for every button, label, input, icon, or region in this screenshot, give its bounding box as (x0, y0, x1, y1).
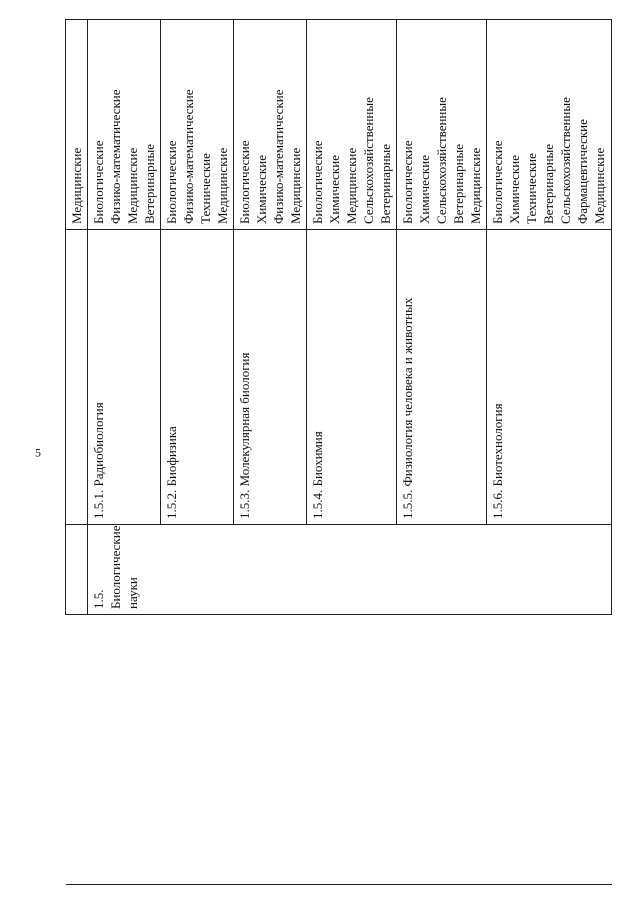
empty-cell (397, 615, 487, 885)
branch-item: Химические (507, 155, 522, 224)
branch-item: Ветеринарные (451, 143, 466, 224)
branch-item: Биологические (237, 140, 252, 224)
branch-item: Сельскохозяйственные (361, 97, 376, 224)
branch-item: Сельскохозяйственные (434, 97, 449, 224)
branch-item: Медицинские (215, 147, 230, 224)
branches-cell (234, 20, 307, 230)
continuation-cell: Медицинские (66, 20, 88, 230)
group-title-cell: 1.5. Биологические науки (88, 525, 612, 615)
empty-cell (88, 615, 161, 885)
branch-item: Химические (254, 155, 269, 224)
branch-item: Ветеринарные (142, 143, 157, 224)
empty-cell (234, 615, 307, 885)
branch-item: Медицинские (468, 147, 483, 224)
table-row (66, 20, 88, 885)
specialties-table (65, 19, 612, 885)
table-row (307, 20, 397, 885)
branch-item: Физико-математические (271, 89, 286, 224)
branch-item: Ветеринарные (541, 143, 556, 224)
specialty-code-cell: 1.5.6. Биотехнология (487, 230, 612, 525)
branches-cell (161, 20, 234, 230)
specialty-code-cell: 1.5.2. Биофизика (161, 230, 234, 525)
table-row (397, 20, 487, 885)
specialty-code-cell: 1.5.4. Биохимия (307, 230, 397, 525)
table-row (234, 20, 307, 885)
empty-cell (161, 615, 234, 885)
table-row (161, 20, 234, 885)
specialty-code-cell: 1.5.3. Молекулярная биология (234, 230, 307, 525)
specialty-code-cell: 1.5.1. Радиобиология (88, 230, 161, 525)
table-row (88, 20, 161, 885)
table-container (65, 20, 607, 885)
branches-cell (307, 20, 397, 230)
branch-item: Биологические (400, 140, 415, 224)
branch-item: Химические (417, 155, 432, 224)
table-row (487, 20, 612, 885)
specialty-code-cell: 1.5.5. Физиология человека и животных (397, 230, 487, 525)
empty-cell (66, 525, 88, 615)
branch-item: Биологические (310, 140, 325, 224)
branch-item: Медицинские (288, 147, 303, 224)
empty-cell (66, 230, 88, 525)
branch-item: Ветеринарные (378, 143, 393, 224)
page-number: 5 (35, 445, 41, 460)
branch-item: Технические (524, 153, 539, 224)
branch-item: Технические (198, 153, 213, 224)
empty-cell (66, 615, 88, 885)
branch-item: Медицинские (125, 147, 140, 224)
branch-item: Физико-математические (181, 89, 196, 224)
branch-item: Химические (327, 155, 342, 224)
branch-item: Фармацевтические (575, 119, 590, 224)
empty-cell (487, 615, 612, 885)
branches-cell (487, 20, 612, 230)
branch-item: Биологические (490, 140, 505, 224)
branches-cell (397, 20, 487, 230)
empty-cell (307, 615, 397, 885)
branch-item: Физико-математические (108, 89, 123, 224)
branch-item: Медицинские (344, 147, 359, 224)
branch-item: Медицинские (592, 147, 607, 224)
branch-item: Биологические (164, 140, 179, 224)
branches-cell (88, 20, 161, 230)
branch-item: Биологические (91, 140, 106, 224)
branch-item: Сельскохозяйственные (558, 97, 573, 224)
